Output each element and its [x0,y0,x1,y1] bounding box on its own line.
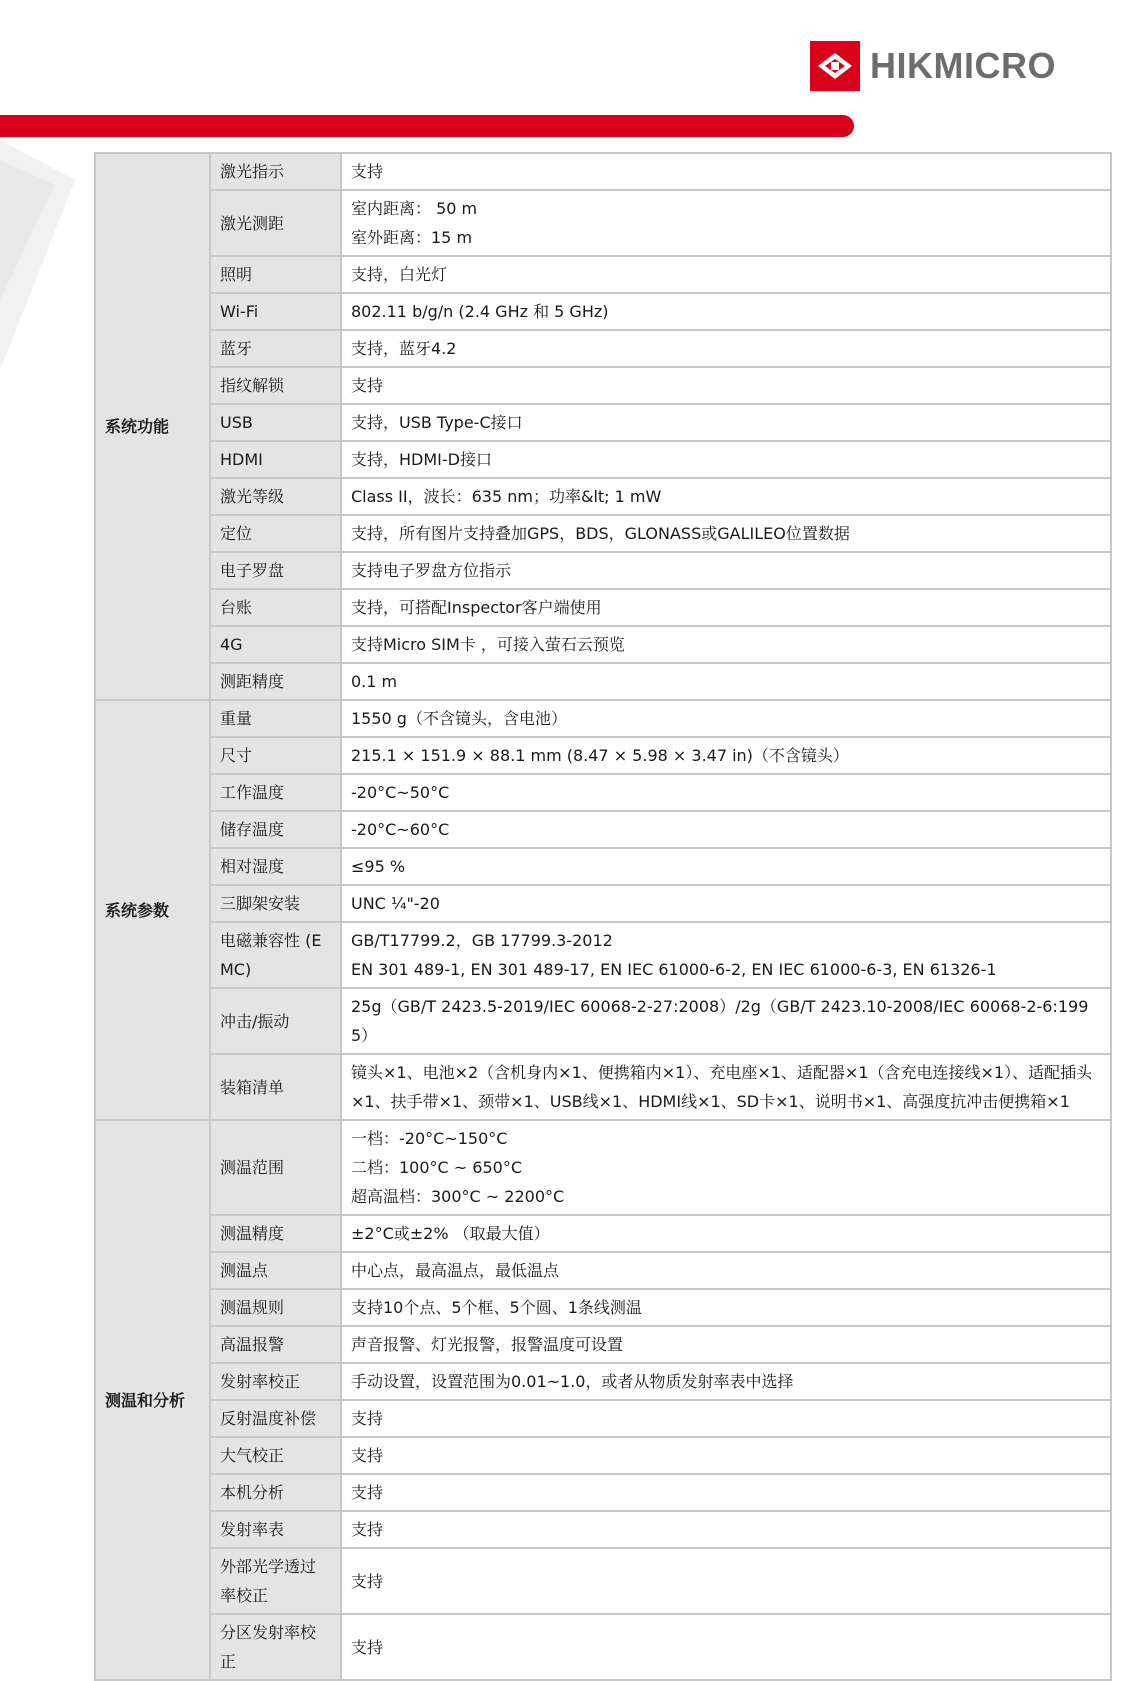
spec-value-line: ±2°C或±2% （取最大值） [351,1224,550,1243]
spec-value-line: 一档：-20°C~150°C [351,1129,508,1148]
spec-label: 尺寸 [210,737,341,774]
spec-row [95,1548,1111,1614]
spec-label: 重量 [210,700,341,737]
spec-value [341,404,1111,441]
spec-label: 发射率校正 [210,1363,341,1400]
header-red-bar [0,115,854,137]
spec-value-line: -20°C~50°C [351,783,450,802]
spec-value [341,700,1111,737]
spec-value [341,626,1111,663]
spec-row [95,626,1111,663]
spec-label: 发射率表 [210,1511,341,1548]
spec-value-line: 支持10个点、5个框、5个圆、1条线测温 [351,1298,642,1317]
spec-value [341,589,1111,626]
spec-value-line: 支持，蓝牙4.2 [351,339,457,358]
spec-value [341,1289,1111,1326]
spec-value [341,1614,1111,1680]
spec-row [95,848,1111,885]
spec-label: 指纹解锁 [210,367,341,404]
spec-value [341,367,1111,404]
spec-value-line: 支持，USB Type-C接口 [351,413,523,432]
spec-value-line: 室外距离：15 m [351,228,473,247]
spec-row [95,922,1111,988]
spec-label: HDMI [210,441,341,478]
spec-row [95,1400,1111,1437]
spec-value [341,1326,1111,1363]
spec-value-line: 中心点，最高温点，最低温点 [351,1261,560,1280]
spec-label: 蓝牙 [210,330,341,367]
spec-value-line: 支持 [351,1483,384,1502]
spec-row [95,1363,1111,1400]
spec-label: 冲击/振动 [210,988,341,1054]
spec-label: 本机分析 [210,1474,341,1511]
spec-row [95,737,1111,774]
spec-row [95,1474,1111,1511]
spec-value [341,478,1111,515]
spec-value [341,1511,1111,1548]
spec-row [95,1437,1111,1474]
spec-row [95,774,1111,811]
spec-value-line: 支持 [351,1571,384,1591]
hikmicro-logo-icon [810,41,860,91]
spec-label: 测温范围 [210,1120,341,1215]
spec-value [341,663,1111,700]
spec-label: 台账 [210,589,341,626]
spec-value [341,922,1111,988]
spec-label: USB [210,404,341,441]
spec-value [341,153,1111,190]
spec-value-line: 215.1 × 151.9 × 88.1 mm (8.47 × 5.98 × 3.47 in)（不含镜头） [351,746,849,765]
spec-row [95,552,1111,589]
spec-row [95,700,1111,737]
spec-row [95,1252,1111,1289]
spec-value [341,737,1111,774]
brand-name: HIKMICRO [870,45,1056,86]
spec-label: 测温精度 [210,1215,341,1252]
spec-label: 装箱清单 [210,1054,341,1120]
spec-label: 反射温度补偿 [210,1400,341,1437]
spec-value-line: 支持 [351,376,384,395]
spec-label: 4G [210,626,341,663]
spec-label: 分区发射率校正 [210,1614,341,1680]
spec-value [341,885,1111,922]
spec-row [95,811,1111,848]
spec-value [341,988,1111,1054]
spec-value-line: 支持 [351,1409,384,1428]
spec-table [94,152,1112,1681]
spec-label: 测距精度 [210,663,341,700]
spec-value-line: 二档：100°C ~ 650°C [351,1158,523,1177]
spec-value [341,774,1111,811]
section-title: 测温和分析 [95,1120,210,1680]
spec-row [95,404,1111,441]
spec-value-line: 25g（GB/T 2423.5-2019/IEC 60068-2-27:2008）/2g（GB/T 2423.10-2008/IEC 60068-2-6:1995） [351,997,1089,1045]
spec-label: 定位 [210,515,341,552]
spec-value-line: 802.11 b/g/n (2.4 GHz 和 5 GHz) [351,302,609,321]
spec-value [341,256,1111,293]
spec-value [341,293,1111,330]
spec-label: 电磁兼容性 (EMC) [210,922,341,988]
spec-label: 激光测距 [210,190,341,256]
spec-row [95,330,1111,367]
spec-value-line: -20°C~60°C [351,820,450,839]
spec-value-line: 1550 g（不含镜头，含电池） [351,709,567,728]
decorative-shape [0,140,90,370]
spec-row [95,1326,1111,1363]
spec-value [341,1252,1111,1289]
spec-value [341,1054,1111,1120]
spec-label: 电子罗盘 [210,552,341,589]
section-title: 系统参数 [95,700,210,1120]
spec-label: 外部光学透过率校正 [210,1548,341,1614]
spec-value-line: 支持 [351,162,384,181]
spec-value-line: GB/T17799.2，GB 17799.3-2012 [351,931,613,950]
spec-value [341,1215,1111,1252]
spec-value-line: 室内距离： 50 m [351,199,478,218]
spec-row [95,1614,1111,1680]
spec-value [341,330,1111,367]
spec-value-line: Class II，波长：635 nm；功率&lt; 1 mW [351,487,662,506]
spec-row [95,885,1111,922]
spec-value-line: 支持 [351,1637,384,1657]
spec-row [95,190,1111,256]
spec-label: 工作温度 [210,774,341,811]
spec-label: 三脚架安装 [210,885,341,922]
spec-row [95,1054,1111,1120]
spec-value-line: UNC ¼"-20 [351,894,440,913]
spec-row [95,1289,1111,1326]
spec-row [95,589,1111,626]
spec-row [95,441,1111,478]
spec-value [341,1400,1111,1437]
brand-logo [810,40,1056,92]
spec-value-line: 支持，可搭配Inspector客户端使用 [351,598,602,617]
spec-value-line: 0.1 m [351,672,398,691]
spec-label: 激光等级 [210,478,341,515]
spec-value-line: 支持，白光灯 [351,265,448,284]
spec-value [341,552,1111,589]
spec-value [341,1474,1111,1511]
spec-row [95,515,1111,552]
spec-row [95,1511,1111,1548]
section-title: 系统功能 [95,153,210,700]
spec-label: 高温报警 [210,1326,341,1363]
spec-row [95,1215,1111,1252]
spec-row [95,663,1111,700]
spec-label: Wi-Fi [210,293,341,330]
spec-value-line: EN 301 489-1, EN 301 489-17, EN IEC 61000-6-2, EN IEC 61000-6-3, EN 61326-1 [351,960,997,979]
spec-value [341,811,1111,848]
spec-value-line: 支持 [351,1520,384,1539]
spec-label: 激光指示 [210,153,341,190]
spec-value-line: 手动设置，设置范围为0.01~1.0，或者从物质发射率表中选择 [351,1372,794,1391]
spec-label: 测温规则 [210,1289,341,1326]
spec-row [95,1120,1111,1215]
spec-value [341,848,1111,885]
spec-value [341,1437,1111,1474]
spec-value [341,1363,1111,1400]
spec-value [341,515,1111,552]
spec-value-line: 支持 [351,1446,384,1465]
spec-value-line: 镜头×1、电池×2（含机身内×1、便携箱内×1）、充电座×1、适配器×1（含充电连接线×1）、适配插头×1、扶手带×1、颈带×1、USB线×1、HDMI线×1、SD卡×1、说明书×1、高强度抗冲击便携箱×1 [351,1063,1093,1111]
spec-row [95,256,1111,293]
spec-value [341,190,1111,256]
spec-value-line: ≤95 % [351,857,406,876]
spec-value [341,1120,1111,1215]
spec-value [341,1548,1111,1614]
spec-value-line: 声音报警、灯光报警，报警温度可设置 [351,1335,624,1354]
spec-value-line: 支持Micro SIM卡 ，可接入萤石云预览 [351,635,625,654]
spec-label: 相对湿度 [210,848,341,885]
spec-value-line: 支持，所有图片支持叠加GPS，BDS，GLONASS或GALILEO位置数据 [351,524,850,543]
spec-label: 照明 [210,256,341,293]
spec-row [95,367,1111,404]
spec-row [95,153,1111,190]
spec-row [95,293,1111,330]
spec-row [95,988,1111,1054]
spec-label: 储存温度 [210,811,341,848]
spec-value-line: 支持，HDMI-D接口 [351,450,492,469]
spec-value-line: 支持电子罗盘方位指示 [351,561,512,580]
spec-value-line: 超高温档：300°C ~ 2200°C [351,1187,565,1206]
spec-row [95,478,1111,515]
spec-value [341,441,1111,478]
spec-label: 大气校正 [210,1437,341,1474]
spec-label: 测温点 [210,1252,341,1289]
